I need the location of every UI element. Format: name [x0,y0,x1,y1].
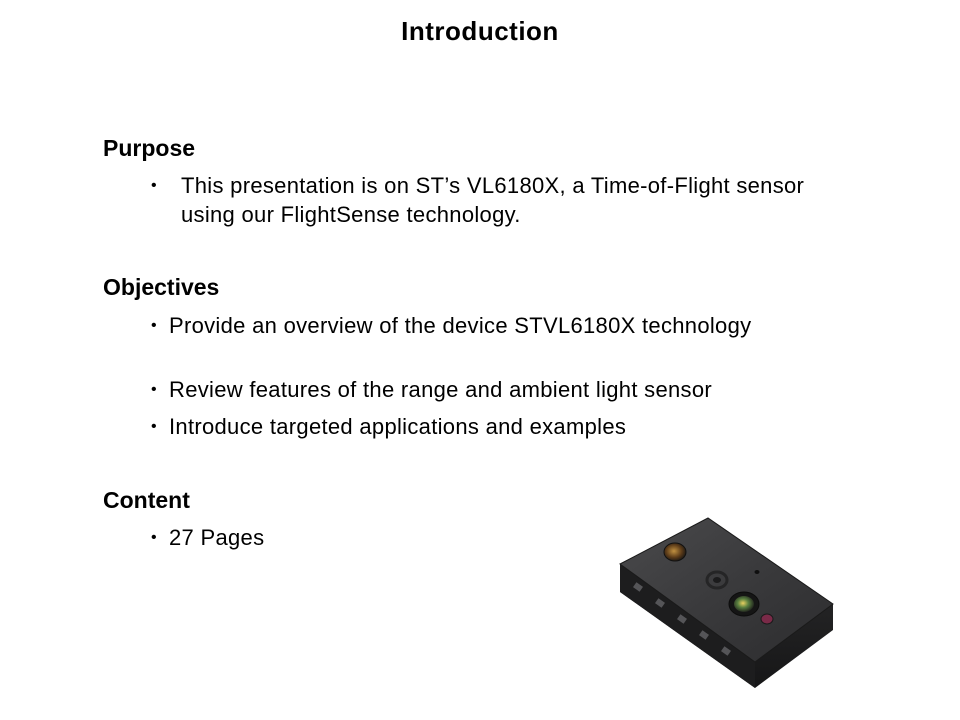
marker-hole [755,570,760,574]
ring-center [713,577,721,583]
ambient-light-window [761,614,773,624]
objectives-bullet-text: Introduce targeted applications and examples [169,414,627,439]
bullet-dot: • [151,317,157,334]
emitter-aperture [664,543,686,561]
objectives-heading: Objectives [103,274,220,300]
content-bullet [151,523,569,552]
content-bullet-text: 27 Pages [169,525,265,550]
bullet-dot: • [151,418,157,435]
slide-title: Introduction [401,16,559,46]
bullet-dot: • [151,381,157,398]
objectives-bullet-2 [151,375,889,404]
objectives-bullet-text: Review features of the range and ambient light sensor [169,377,712,402]
objectives-bullet-3 [151,412,889,441]
objectives-bullet-1 [151,311,789,340]
content-heading: Content [103,487,190,513]
bullet-dot: • [151,529,157,546]
bullet-dot: • [151,177,157,194]
purpose-bullet-text: This presentation is on ST’s VL6180X, a Time-of-Flight sensor using our FlightSense technology. [181,173,805,227]
objectives-bullet-text: Provide an overview of the device STVL6180X technology [169,313,752,338]
receiver-lens [734,596,754,612]
vl6180x-sensor-chip-icon [612,512,842,694]
purpose-bullet [151,171,861,229]
purpose-heading: Purpose [103,135,196,161]
